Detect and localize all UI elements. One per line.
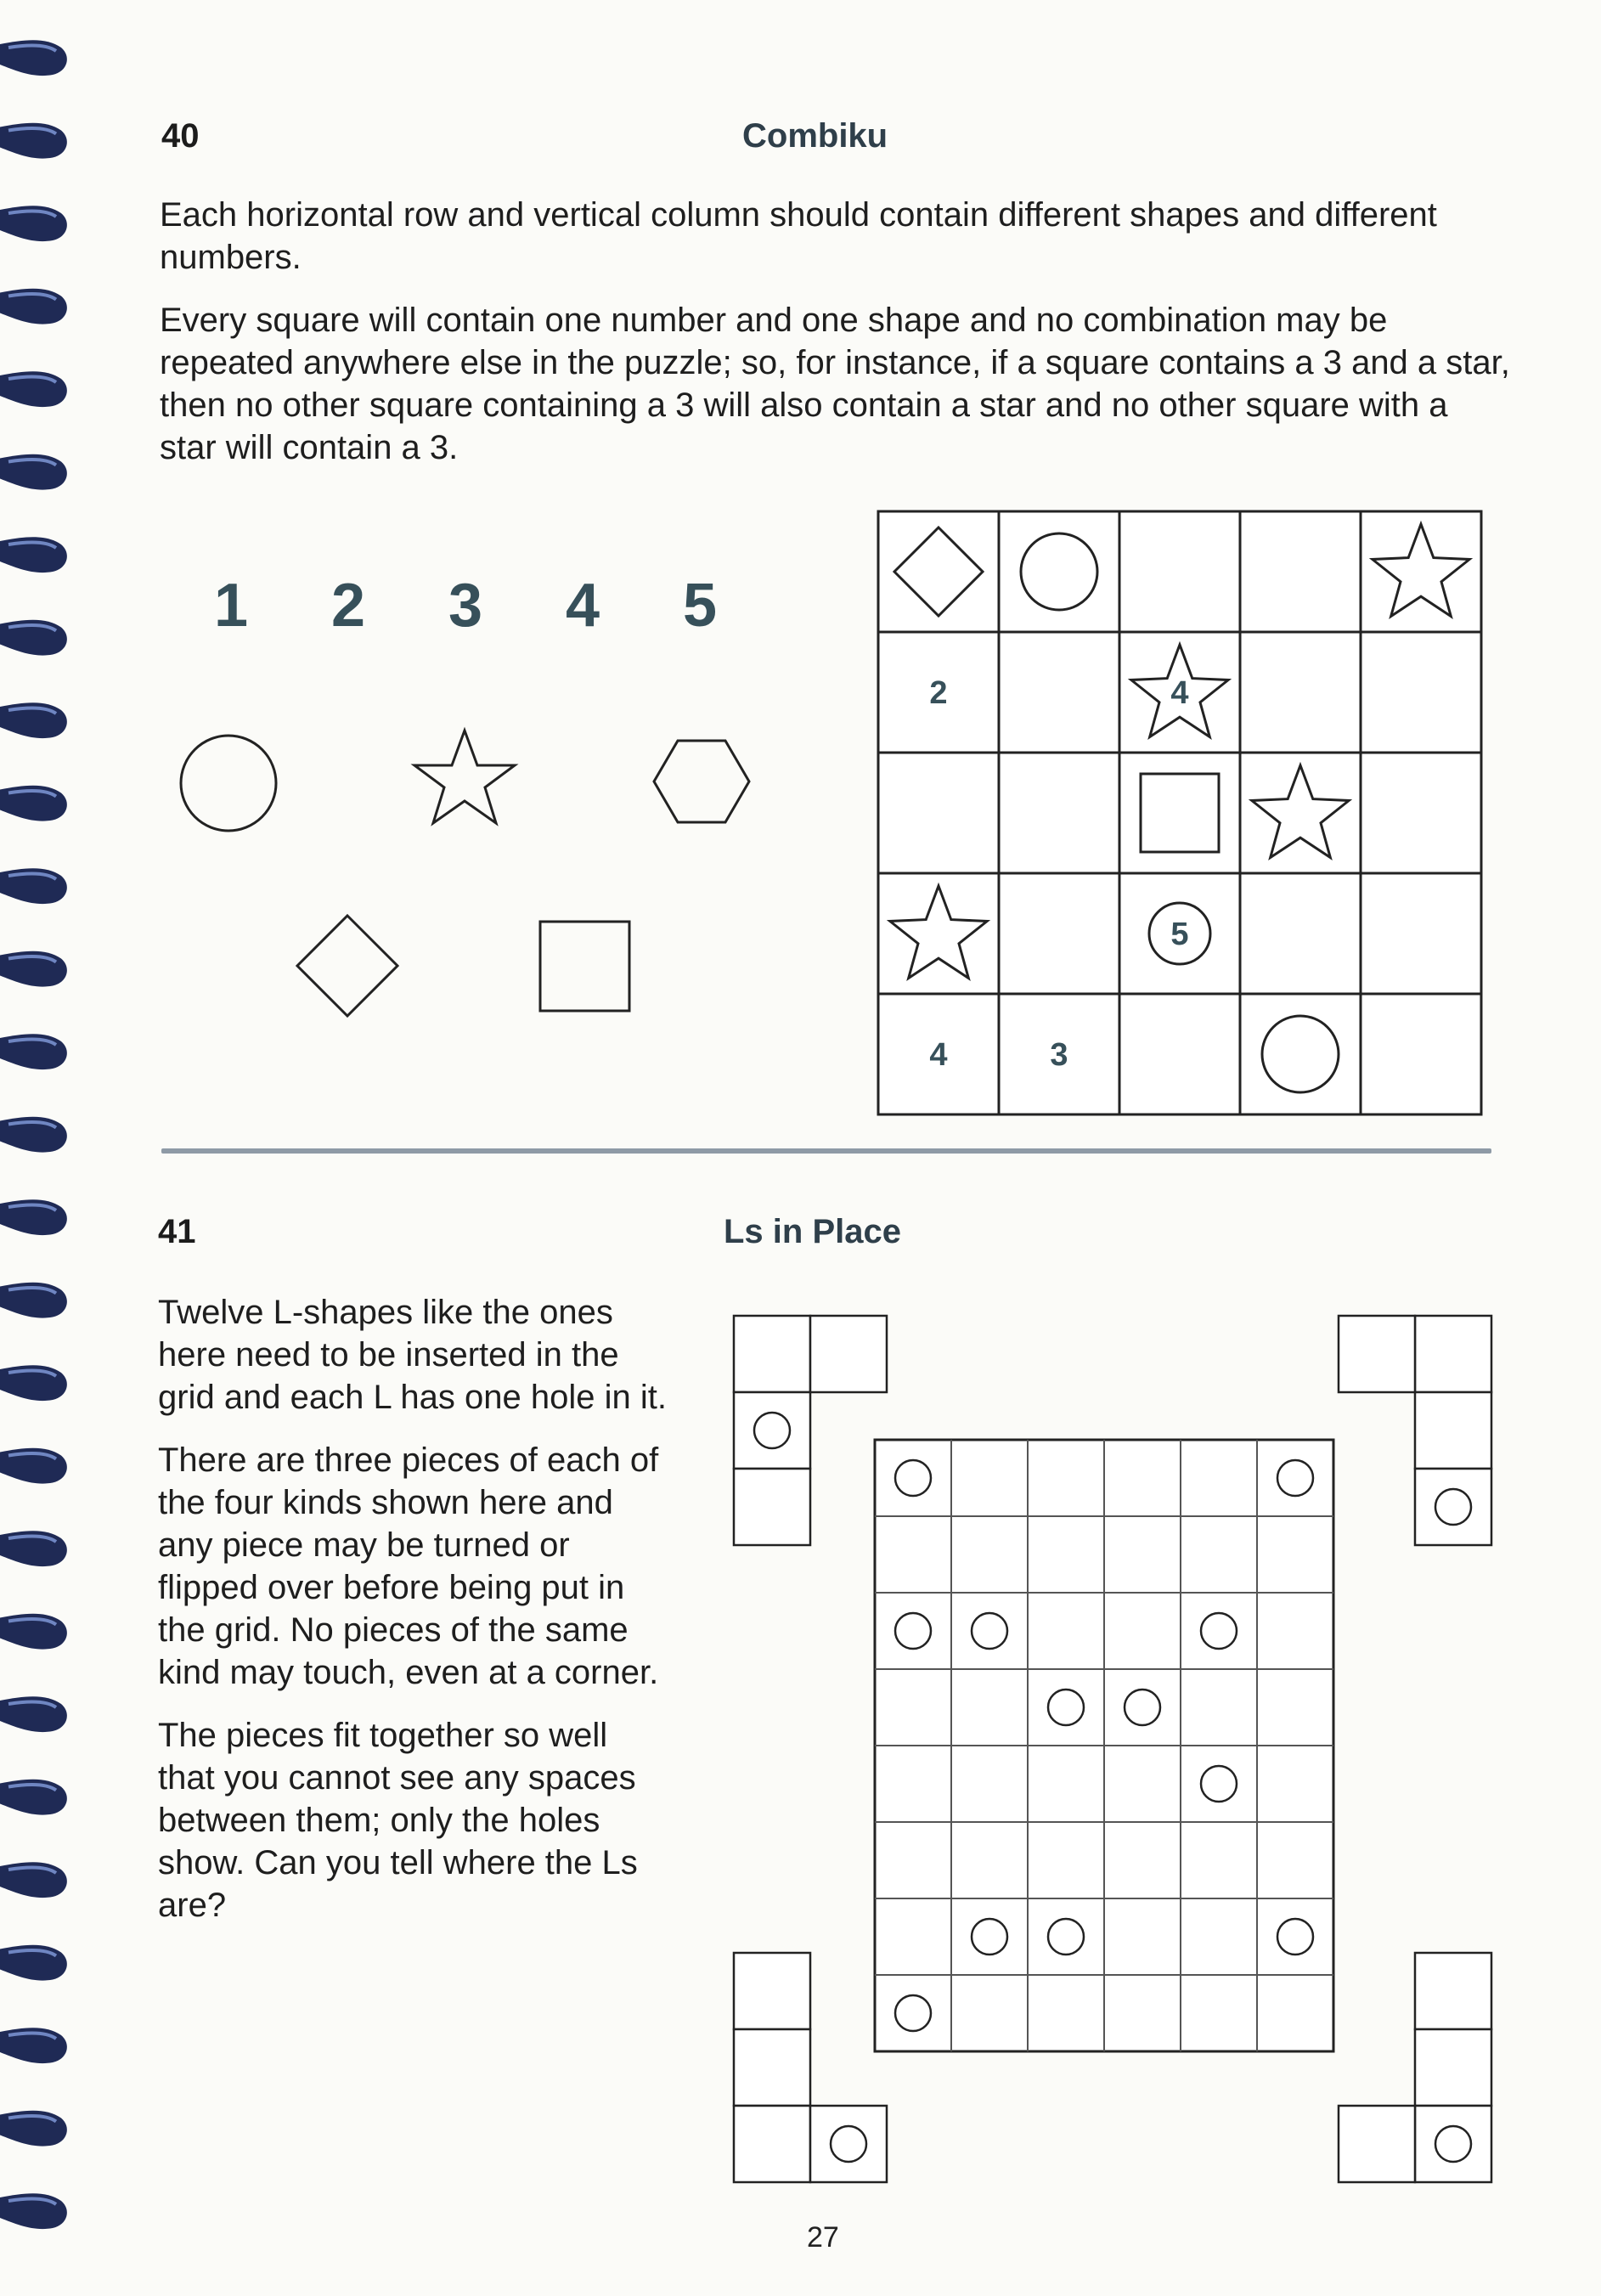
diamond-icon (297, 916, 397, 1016)
binding-ring (0, 2028, 67, 2063)
instruction-paragraph: The pieces fit together so well that you cannot see any spaces between them; only the holes show. Can you tell where the Ls are? (158, 1717, 638, 1924)
cell-number: 4 (1170, 675, 1189, 711)
star-icon (414, 731, 515, 823)
legend-number-4: 4 (566, 572, 600, 640)
square-icon (540, 922, 629, 1011)
puzzle-40-number: 40 (161, 117, 200, 155)
binding-ring (0, 40, 67, 76)
legend-number-3: 3 (448, 572, 483, 640)
puzzle-40-instructions (160, 194, 1510, 469)
binding-ring (0, 371, 67, 407)
puzzle-41-instructions (158, 1291, 668, 1926)
legend-number-1: 1 (214, 572, 249, 640)
binding-ring (0, 454, 67, 490)
instruction-paragraph: Each horizontal row and vertical column should contain different shapes and different numbers. (160, 196, 1437, 276)
puzzle-41-number: 41 (158, 1213, 196, 1250)
combiku-frame (878, 511, 1481, 1114)
l-piece-top-right (1339, 1316, 1491, 1545)
cell-number: 3 (1050, 1037, 1068, 1073)
spiral-binding (0, 0, 85, 2296)
combiku-cell[interactable] (929, 675, 947, 711)
binding-ring (0, 1862, 67, 1898)
binding-ring (0, 537, 67, 573)
hexagon-icon (654, 741, 749, 822)
binding-ring (0, 1283, 67, 1318)
binding-ring (0, 1696, 67, 1732)
combiku-grid (875, 508, 1493, 1120)
l-piece-bottom-left (734, 1953, 887, 2182)
binding-ring (0, 1034, 67, 1069)
binding-ring (0, 951, 67, 987)
cell-number: 5 (1170, 917, 1189, 952)
cell-number: 4 (929, 1037, 948, 1073)
binding-ring (0, 1199, 67, 1235)
l-piece-bottom-right (1339, 1953, 1491, 2182)
binding-ring (0, 289, 67, 324)
binding-ring (0, 1117, 67, 1153)
binding-ring (0, 2193, 67, 2229)
combiku-cell[interactable] (1050, 1037, 1068, 1073)
puzzle-41-title: Ls in Place (724, 1213, 901, 1250)
instruction-paragraph: Twelve L-shapes like the ones here need to be inserted in the grid and each L has one hole in it. (158, 1294, 667, 1416)
cell-number: 2 (929, 675, 948, 711)
binding-ring (0, 1365, 67, 1401)
legend-number-5: 5 (683, 572, 718, 640)
ls-in-place-figure (730, 1312, 1495, 2192)
binding-ring (0, 786, 67, 821)
binding-ring (0, 868, 67, 904)
page-number: 27 (807, 2221, 839, 2254)
combiku-cell[interactable] (929, 1037, 947, 1073)
l-piece-top-left (734, 1316, 887, 1545)
binding-ring (0, 1614, 67, 1650)
binding-ring (0, 123, 67, 159)
binding-ring (0, 620, 67, 656)
instruction-paragraph: There are three pieces of each of the four kinds shown here and any piece may be turned or flipped over before being put in the grid. No pieces of the same kind may touch, even at a corner. (158, 1441, 659, 1691)
section-divider (161, 1148, 1491, 1154)
binding-ring (0, 2111, 67, 2147)
binding-ring (0, 1780, 67, 1815)
legend-number-2: 2 (331, 572, 366, 640)
binding-ring (0, 702, 67, 738)
puzzle-40-title: Combiku (742, 117, 888, 155)
binding-ring (0, 206, 67, 241)
instruction-paragraph: Every square will contain one number and one shape and no combination may be repeated anywhere else in the puzzle; so, for instance, if a square contains a 3 and a star, then no other square containing a 3 will also contain a star and no other square with a star will contain a 3. (160, 302, 1510, 466)
binding-ring (0, 1531, 67, 1566)
shape-legend (170, 722, 977, 1028)
binding-ring (0, 1945, 67, 1981)
binding-ring (0, 1448, 67, 1484)
circle-icon (181, 736, 276, 831)
ls-grid (875, 1440, 1333, 2051)
